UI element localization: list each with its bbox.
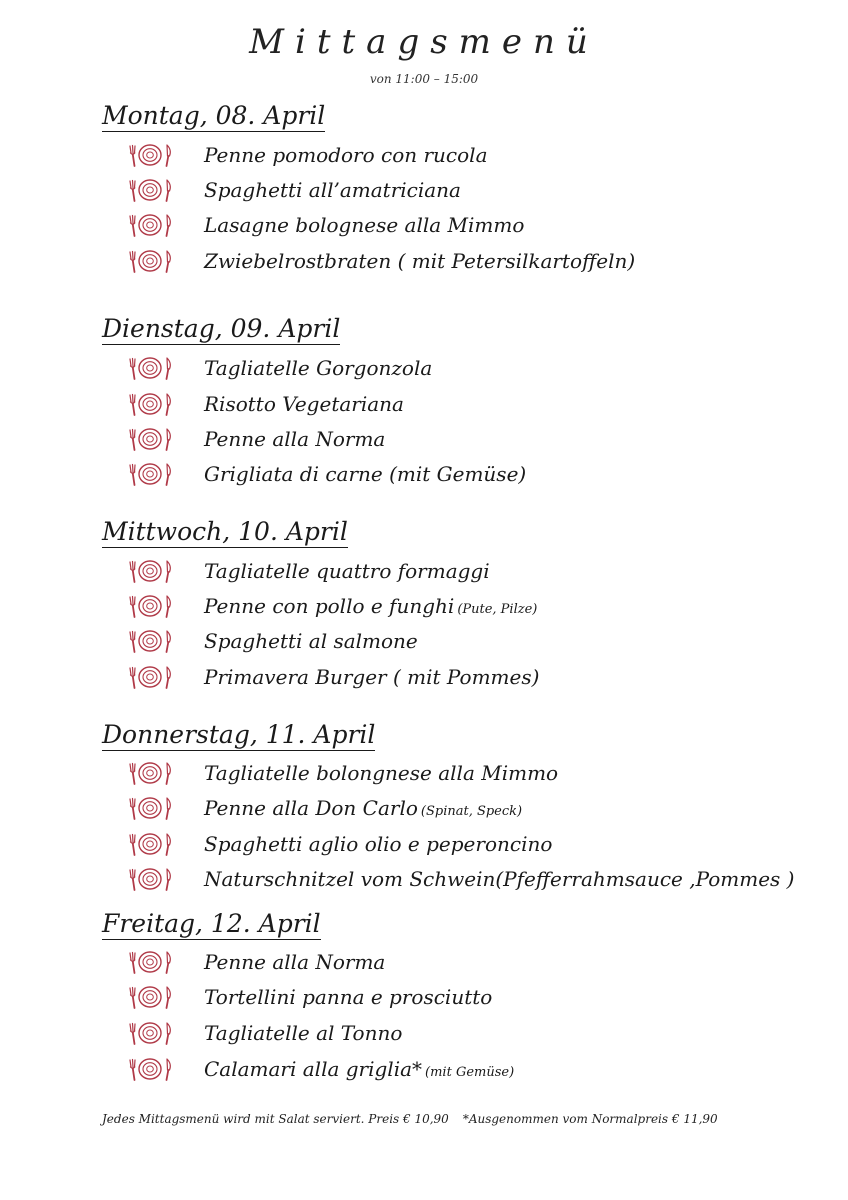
dish-note: (Spinat, Speck) bbox=[420, 804, 523, 819]
plate-fork-knife-icon bbox=[126, 426, 174, 452]
plate-fork-knife-icon bbox=[126, 593, 174, 619]
menu-item bbox=[0, 246, 848, 276]
dish-name: Zwiebelrostbraten ( mit Petersilkartoffeln) bbox=[204, 249, 636, 273]
plate-fork-knife-icon bbox=[126, 142, 174, 168]
day-label: Dienstag, 09. April bbox=[102, 314, 341, 343]
dish-name-line bbox=[204, 556, 493, 590]
footer-note bbox=[102, 1112, 718, 1126]
dish-name: Spaghetti aglio olio e peperoncino bbox=[204, 832, 553, 856]
menu-item bbox=[0, 1054, 848, 1084]
dish-name-line bbox=[204, 793, 522, 827]
day-heading-freitag bbox=[102, 909, 321, 940]
day-label: Montag, 08. April bbox=[102, 101, 326, 130]
dish-name: Penne alla Norma bbox=[204, 427, 386, 451]
plate-fork-knife-icon bbox=[126, 212, 174, 238]
dish-name-line bbox=[204, 591, 537, 625]
menu-item bbox=[0, 982, 848, 1012]
footer-exception-text: *Ausgenommen vom Normalpreis € 11,90 bbox=[462, 1112, 718, 1126]
menu-item bbox=[0, 140, 848, 170]
dish-name: Spaghetti all’amatriciana bbox=[204, 178, 461, 202]
dish-name: Risotto Vegetariana bbox=[204, 392, 404, 416]
day-heading-mittwoch bbox=[102, 517, 348, 548]
dish-name: Tagliatelle bolongnese alla Mimmo bbox=[204, 761, 559, 785]
menu-item bbox=[0, 829, 848, 859]
dish-name-line bbox=[204, 1054, 514, 1088]
plate-fork-knife-icon bbox=[126, 1020, 174, 1046]
dish-name-line bbox=[204, 947, 388, 981]
plate-fork-knife-icon bbox=[126, 760, 174, 786]
dish-note: (Pute, Pilze) bbox=[457, 602, 538, 617]
plate-fork-knife-icon bbox=[126, 248, 174, 274]
dish-name-line bbox=[204, 662, 542, 696]
plate-fork-knife-icon bbox=[126, 984, 174, 1010]
dish-name-line bbox=[204, 140, 491, 174]
plate-fork-knife-icon bbox=[126, 664, 174, 690]
menu-item bbox=[0, 591, 848, 621]
dish-name-line bbox=[204, 864, 797, 898]
plate-fork-knife-icon bbox=[126, 949, 174, 975]
menu-item bbox=[0, 1018, 848, 1048]
menu-item bbox=[0, 389, 848, 419]
page-title: Mittagsmenü bbox=[249, 22, 599, 62]
dish-name-line bbox=[204, 758, 561, 792]
dish-name-line bbox=[204, 1018, 405, 1052]
dish-name-line bbox=[204, 459, 529, 493]
dish-name: Spaghetti al salmone bbox=[204, 629, 418, 653]
dish-name-line bbox=[204, 424, 388, 458]
plate-fork-knife-icon bbox=[126, 831, 174, 857]
menu-item bbox=[0, 947, 848, 977]
dish-name: Calamari alla griglia* bbox=[204, 1057, 423, 1081]
plate-fork-knife-icon bbox=[126, 866, 174, 892]
dish-name: Primavera Burger ( mit Pommes) bbox=[204, 665, 540, 689]
menu-item bbox=[0, 556, 848, 586]
dish-name-line bbox=[204, 626, 421, 660]
dish-name-line bbox=[204, 982, 495, 1016]
dish-name: Penne pomodoro con rucola bbox=[204, 143, 488, 167]
menu-item bbox=[0, 662, 848, 692]
menu-item bbox=[0, 864, 848, 894]
dish-name: Tagliatelle quattro formaggi bbox=[204, 559, 490, 583]
menu-item bbox=[0, 175, 848, 205]
dish-name: Tagliatelle al Tonno bbox=[204, 1021, 403, 1045]
day-label: Mittwoch, 10. April bbox=[102, 517, 348, 546]
day-label: Donnerstag, 11. April bbox=[102, 720, 376, 749]
dish-name-line bbox=[204, 246, 638, 280]
dish-name: Penne con pollo e funghi bbox=[204, 594, 455, 618]
menu-item bbox=[0, 793, 848, 823]
day-label: Freitag, 12. April bbox=[102, 909, 321, 938]
plate-fork-knife-icon bbox=[126, 391, 174, 417]
menu-item bbox=[0, 758, 848, 788]
menu-item bbox=[0, 424, 848, 454]
plate-fork-knife-icon bbox=[126, 461, 174, 487]
menu-item bbox=[0, 210, 848, 240]
plate-fork-knife-icon bbox=[126, 795, 174, 821]
dish-name: Tortellini panna e prosciutto bbox=[204, 985, 493, 1009]
opening-hours: von 11:00 – 15:00 bbox=[369, 72, 479, 86]
dish-name: Tagliatelle Gorgonzola bbox=[204, 356, 433, 380]
menu-item bbox=[0, 459, 848, 489]
dish-name: Grigliata di carne (mit Gemüse) bbox=[204, 462, 527, 486]
dish-name: Naturschnitzel vom Schwein(Pfefferrahmsauce ,Pommes ) bbox=[204, 867, 795, 891]
plate-fork-knife-icon bbox=[126, 628, 174, 654]
dish-name: Lasagne bolognese alla Mimmo bbox=[204, 213, 525, 237]
menu-item bbox=[0, 353, 848, 383]
dish-name-line bbox=[204, 210, 527, 244]
plate-fork-knife-icon bbox=[126, 1056, 174, 1082]
plate-fork-knife-icon bbox=[126, 558, 174, 584]
dish-name: Penne alla Don Carlo bbox=[204, 796, 418, 820]
dish-name-line bbox=[204, 389, 407, 423]
dish-name-line bbox=[204, 175, 464, 209]
dish-note: (mit Gemüse) bbox=[425, 1065, 515, 1080]
day-heading-donnerstag bbox=[102, 720, 375, 751]
dish-name: Penne alla Norma bbox=[204, 950, 386, 974]
day-heading-montag bbox=[102, 101, 325, 132]
dish-name-line bbox=[204, 353, 435, 387]
dish-name-line bbox=[204, 829, 555, 863]
plate-fork-knife-icon bbox=[126, 177, 174, 203]
plate-fork-knife-icon bbox=[126, 355, 174, 381]
menu-item bbox=[0, 626, 848, 656]
day-heading-dienstag bbox=[102, 314, 340, 345]
footer-price-text: Jedes Mittagsmenü wird mit Salat serviert. Preis € 10,90 bbox=[102, 1112, 449, 1126]
